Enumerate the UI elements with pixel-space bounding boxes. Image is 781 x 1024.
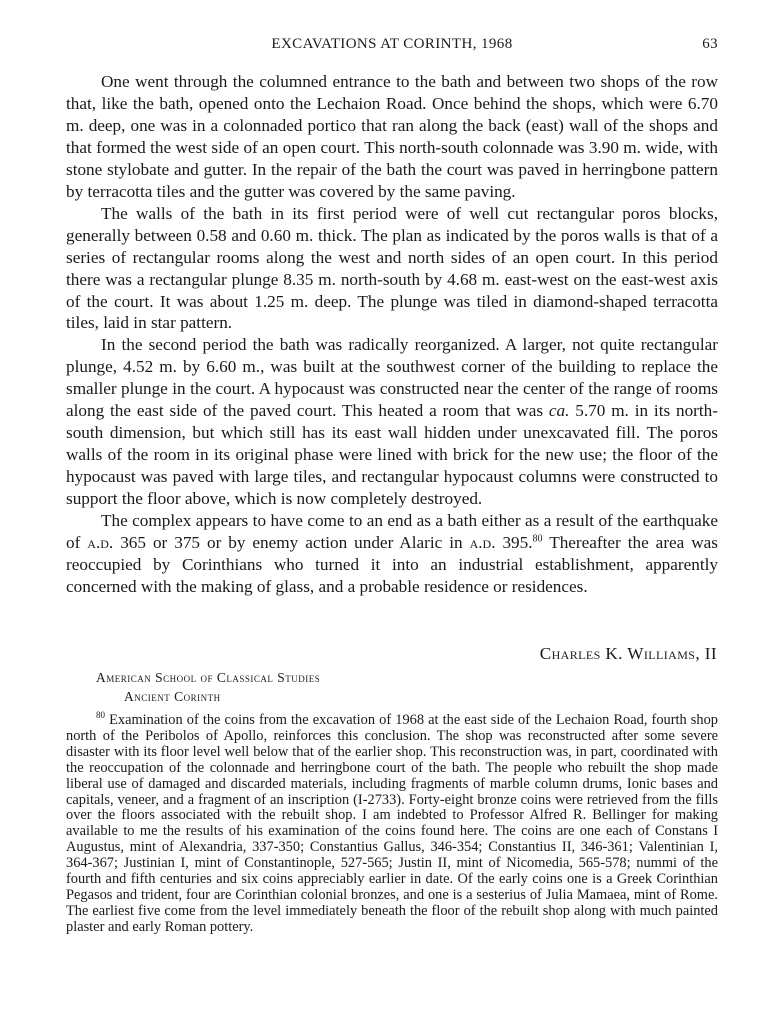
author-signature: Charles K. Williams, II xyxy=(539,644,717,663)
footnote-80 xyxy=(66,710,718,936)
paragraph-2: The walls of the bath in its first period were of well cut rectangular poros blocks, generally between 0.58 and 0.60 m. thick. The plan as indicated by the poros walls is that of a series of rectangular rooms along the west and north sides of an open court. In this period there was a rectangular plunge 8.35 m. north-south by 4.68 m. east-west on the east-west axis of the court. It was about 1.25 m. deep. The plunge was tiled in diamond-shaped terracotta tiles, laid in star pattern. xyxy=(66,203,718,333)
era-abbreviation: a.d. xyxy=(87,533,114,553)
paragraph-4-text-d: Thereafter the area was reoccupied by Corinthians who turned it into an industrial establishment, apparently concerned with the making of glass, and a probable residence or residences. xyxy=(66,533,718,596)
circa-abbreviation: ca. xyxy=(548,401,570,421)
footnote-reference[interactable]: 80 xyxy=(532,533,543,545)
paragraph-4 xyxy=(66,510,718,598)
running-head xyxy=(66,36,718,56)
affiliation-line-1: American School of Classical Studies xyxy=(96,670,321,685)
body-text xyxy=(66,71,718,598)
paragraph-4-text-b: 365 or 375 or by enemy action under Alaric in xyxy=(113,533,470,553)
footnote-text: Examination of the coins from the excavation of 1968 at the east side of the Lechaion Road, fourth shop north of the Peribolos of Apollo, reinforces this conclusion. The shop was reconstructed after some severe disaster with its floor level well below that of the earlier shop. This reconstruction was, in part, coordinated with the reoccupation of the colonnade and herringbone court of the bath. The people who rebuilt the shop made liberal use of damaged and discarded materials, including fragments of marble column drums, Ionic bases and capitals, veneer, and a fragment of an inscription (I-2733). Forty-eight bronze coins were retrieved from the fills over the floors associated with the rebuilt shop. I am indebted to Professor Alfred R. Bellinger for making available to me the results of his examination of the coins found here. The coins are one each of Constans I Augustus, mint of Alexandria, 337-350; Constantius Gallus, 346-354; Constantius II, 346-361; Valentinian I, 364-367; Justinian I, mint of Constantinople, 527-565; Justin II, mint of Nicomedia, 565-578; nummi of the fourth and fifth centuries and six coins appreciably earlier in date. Of the early coins one is a Greek Corinthian Pegasos and trident, four are Corinthian colonial bronzes, and one is a sesterius of Julia Mamaea, mint of Rome. The earliest five come from the level immediately beneath the floor of the rebuilt shop along with much painted plaster and early Roman pottery. xyxy=(66,712,718,935)
author-affiliation xyxy=(96,668,320,706)
paragraph-1: One went through the columned entrance to the bath and between two shops of the row that, like the bath, opened onto the Lechaion Road. Once behind the shops, which were 6.70 m. deep, one was in a colonnaded portico that ran along the back (east) wall of the shops and that formed the west side of an open court. This north-south colonnade was 3.90 m. wide, with stone stylobate and gutter. In the repair of the bath the court was paved in herringbone pattern by terracotta tiles and the gutter was covered by the same paving. xyxy=(66,72,718,201)
era-abbreviation: a.d. xyxy=(469,533,496,553)
paragraph-3 xyxy=(66,334,718,510)
running-title: EXCAVATIONS AT CORINTH, 1968 xyxy=(271,36,513,52)
paragraph-4-text-c: 395. xyxy=(495,533,533,553)
page-number: 63 xyxy=(702,36,718,52)
paragraph-4-text-a: The complex appears to have come to an end as a bath either as a result of the earthquake of xyxy=(66,511,718,553)
paragraph-3-text-b: 5.70 m. in its north-south dimension, but which still has its east wall hidden under unexcavated fill. The poros walls of the room in its original phase were lined with brick for the new use; the floor of the hypocaust was paved with large tiles, and rectangular hypocaust columns were constructed to support the floor above, which is now completely destroyed. xyxy=(66,401,719,509)
paragraph-3-text-a: In the second period the bath was radically reorganized. A larger, not quite rectangular plunge, 4.52 m. by 6.60 m., was built at the southwest corner of the building to replace the smaller plunge in the court. A hypocaust was constructed near the center of the range of rooms along the east side of the paved court. This heated a room that was xyxy=(66,335,718,421)
footnote-marker: 80 xyxy=(96,710,105,721)
affiliation-line-2: Ancient Corinth xyxy=(124,689,221,704)
